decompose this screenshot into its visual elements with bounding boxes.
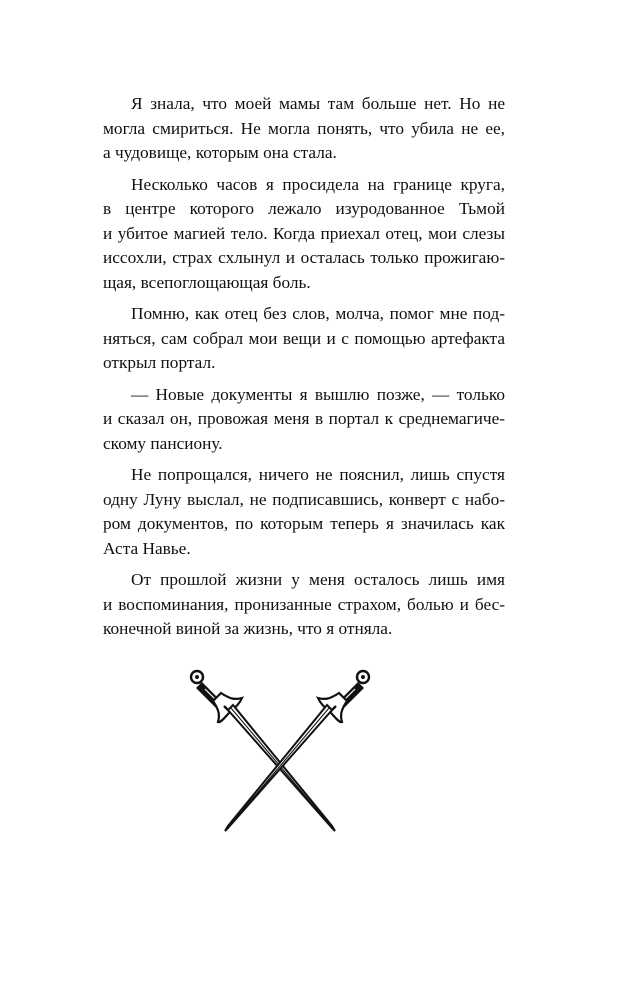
text-line: в центре которого лежало изуродованное Тьмой (103, 199, 505, 218)
text-line: скому пансиону. (103, 433, 223, 453)
paragraph-1 (75, 92, 505, 166)
paragraph-2 (75, 173, 505, 296)
text-line: могла смириться. Не могла понять, что убила не ее, (103, 118, 505, 138)
text-line: и убитое магией тело. Когда приехал отец, мои слезы (103, 223, 505, 243)
paragraph-3 (75, 302, 505, 376)
text-line: одну Луну выслал, не подписавшись, конверт с набо- (103, 489, 505, 509)
text-line: От прошлой жизни у меня осталось лишь имя (131, 570, 505, 589)
crossed-daggers-icon (185, 665, 375, 845)
text-line: Я знала, что моей мамы там больше нет. Но не (131, 94, 505, 113)
text-line: щая, всепоглощающая боль. (103, 272, 311, 292)
text-line: Несколько часов я просидела на границе круга, (131, 174, 505, 194)
text-line: открыл портал. (103, 353, 216, 372)
text-line: Аста Навье. (103, 538, 191, 558)
text-line: иссохли, страх схлынул и осталась только прожигаю- (103, 248, 505, 267)
paragraph-6 (75, 568, 505, 642)
text-line: и воспоминания, пронизанные страхом, болью и бес- (103, 594, 505, 614)
text-line: ром документов, по которым теперь я значилась как (103, 514, 505, 533)
text-line: и сказал он, провожая меня в портал к среднемагиче- (103, 409, 505, 428)
paragraph-4 (75, 383, 505, 457)
text-line: няться, сам собрал мои вещи и с помощью артефакта (103, 328, 505, 348)
page-text (75, 92, 505, 649)
text-line: а чудовище, которым она стала. (103, 143, 337, 162)
paragraph-5 (75, 463, 505, 561)
text-line: конечной виной за жизнь, что я отняла. (103, 619, 393, 638)
text-line: — Новые документы я вышлю позже, — только (131, 384, 505, 404)
text-line: Не попрощался, ничего не пояснил, лишь спустя (131, 465, 505, 484)
text-line: Помню, как отец без слов, молча, помог мне под- (131, 304, 505, 323)
